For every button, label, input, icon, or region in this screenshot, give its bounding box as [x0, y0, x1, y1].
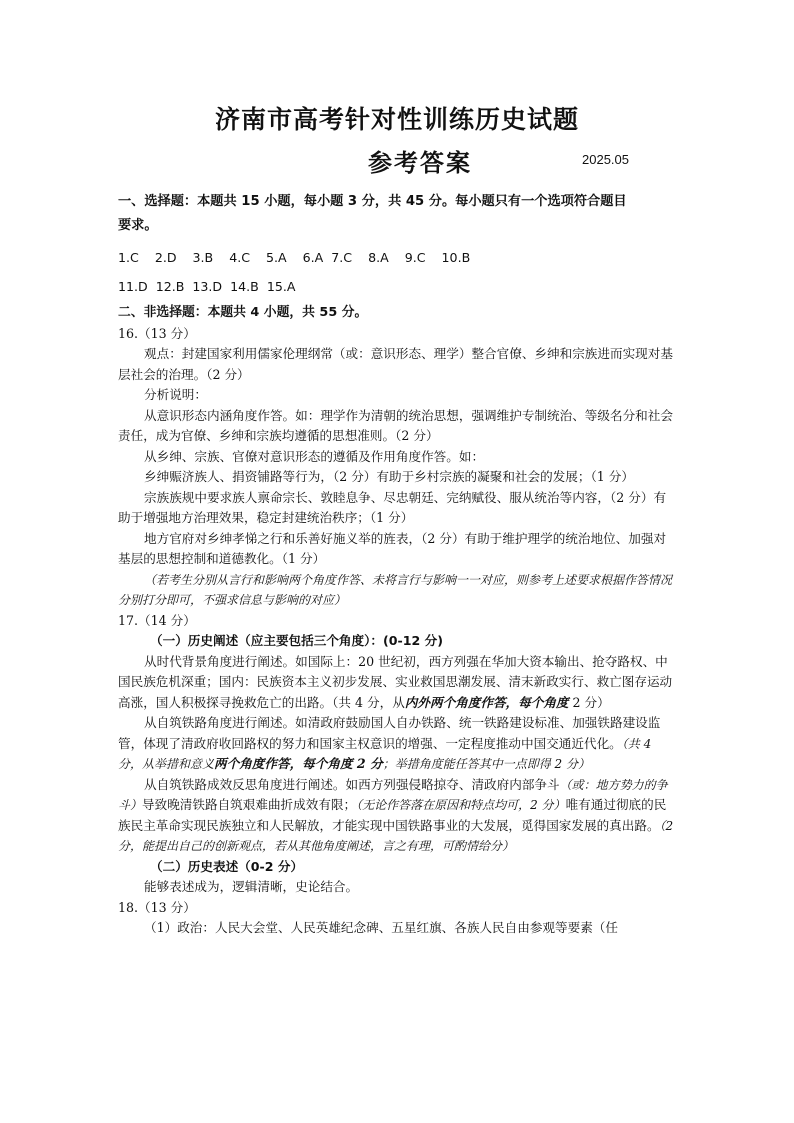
answer-item: 10.B	[441, 250, 471, 265]
answers-row-1	[118, 248, 678, 269]
answer-item: 14.B	[230, 278, 259, 294]
note-run: （无论作答落在原因和特点均可，2 分）	[356, 798, 566, 812]
page-subtitle: 参考答案	[368, 148, 472, 177]
q17-paragraph-4: 能够表述成为，逻辑清晰，史论结合。	[144, 879, 359, 894]
part1-heading-line1: 一、选择题：本题共 15 小题，每小题 3 分，共 45 分。每小题只有一个选项符合题目	[118, 194, 627, 209]
text-run: 导致晚清铁路自筑艰难曲折成效有限；	[142, 797, 357, 812]
answer-item: 9.C	[404, 250, 426, 265]
q16-paragraph: 地方官府对乡绅孝悌之行和乐善好施义举的旌表，（2 分）有助于维护理学的统治地位、加强对基层的思想控制和道德教化。（1 分）	[118, 530, 667, 566]
text-run: 2 分）	[568, 694, 610, 710]
text-run: 从时代背景角度进行阐述。如国际上：20 世纪初，西方列强在华加大资本输出、抢夺路权、中国民族危机深重；国内：民族资本主义初步发展、实业救国思潮发展、清末新政实行、救亡图存运动高涨，国人积极探寻挽救危亡的出路。（共 4 分，从	[118, 653, 673, 710]
text-run: 从自筑铁路成效反思角度进行阐述。如西方列强侵略掠夺、清政府内部争斗	[144, 776, 560, 792]
part1-heading-line2: 要求。	[118, 218, 158, 233]
answer-body	[118, 190, 678, 939]
q16-note: （若考生分别从言行和影响两个角度作答、未将言行与影响一一对应，则参考上述要求根据作答情况分别打分即可，不强求信息与影响的对应）	[118, 572, 673, 607]
note-run: （2 分，能提出自己的创新观点，若从其他角度阐述，言之有理，可酌情给分）	[118, 818, 674, 853]
bold-run: 内外两个角度作答，每个角度	[404, 694, 569, 710]
q16-paragraph: 从乡绅、宗族、官僚对意识形态的遵循及作用角度作答。如：	[144, 448, 485, 464]
answer-item: 4.C	[229, 250, 250, 265]
q17-paragraph-3	[118, 775, 678, 857]
q16-label: 16.（13 分）	[118, 325, 196, 341]
answer-item: 15.A	[266, 278, 296, 294]
answer-item: 5.A	[266, 250, 287, 265]
exam-date: 2025.05	[582, 152, 629, 167]
q17-paragraph-2	[118, 713, 678, 775]
page-title: 济南市高考针对性训练历史试题	[214, 105, 579, 134]
answers-row-2	[118, 277, 678, 298]
answer-item: 11.D	[118, 278, 148, 294]
text-run: 唯有通过彻底的民族民主革命实现民族独立和人民解放，才能实现中国铁路事业的大发展，觅得国家发展的真出路。	[118, 797, 667, 833]
q16-viewpoint: 观点：封建国家利用儒家伦理纲常（或：意识形态、理学）整合官僚、乡绅和宗族进而实现对基层社会的治理。（2 分）	[118, 346, 673, 382]
q16-paragraph: 宗族族规中要求族人禀命宗长、敦睦息争、尽忠朝廷、完纳赋役、服从统治等内容，（2 分）有助于增强地方治理效果，稳定封建统治秩序；（1 分）	[118, 489, 667, 525]
q17-sub1: （一）历史阐述（应主要包括三个角度）：(0-12 分)	[150, 633, 443, 648]
note-run: （共 4 分，从举措和意义	[118, 736, 652, 771]
part2-heading: 二、非选择题：本题共 4 小题，共 55 分。	[118, 305, 368, 320]
text-run: 从自筑铁路角度进行阐述。如清政府鼓励国人自办铁路、统一铁路建设标准、加强铁路建设监管，体现了清政府收回路权的努力和国家主权意识的增强、一定程度推动中国交通近代化。	[118, 715, 661, 751]
q18-paragraph-1: （1）政治：人民大会堂、人民英雄纪念碑、五星红旗、各族人民自由参观等要素（任	[144, 920, 618, 935]
answer-item: 8.A	[368, 250, 389, 265]
answer-item: 2.D	[154, 250, 177, 265]
part1-heading	[118, 190, 678, 238]
q16-analysis-label: 分析说明：	[144, 387, 207, 402]
answer-item: 6.A	[302, 250, 324, 265]
answer-item: 1.C	[118, 250, 139, 265]
q16-paragraph: 乡绅赈济族人、捐资铺路等行为，（2 分）有助于乡村宗族的凝聚和社会的发展；（1 分）	[144, 469, 634, 484]
q18-label: 18.（13 分）	[118, 899, 196, 915]
answer-item: 3.B	[192, 250, 214, 265]
answer-item: 13.D	[192, 278, 223, 294]
q17-label: 17.（14 分）	[118, 612, 196, 628]
q16-paragraph: 从意识形态内涵角度作答。如：理学作为清朝的统治思想，强调维护专制统治、等级名分和社会责任，成为官僚、乡绅和宗族均遵循的思想准则。（2 分）	[118, 407, 673, 443]
note-run: ；举措角度能任答其中一点即得 2 分）	[382, 757, 590, 771]
bold-run: 两个角度作答，每个角度 2 分	[214, 756, 383, 771]
note-run: （或：地方势力的争斗）	[118, 777, 668, 812]
q17-paragraph-1	[118, 652, 678, 714]
answer-item: 7.C	[331, 250, 353, 265]
answer-item: 12.B	[155, 278, 185, 294]
q17-sub2: （二）历史表述（0-2 分）	[150, 858, 304, 874]
